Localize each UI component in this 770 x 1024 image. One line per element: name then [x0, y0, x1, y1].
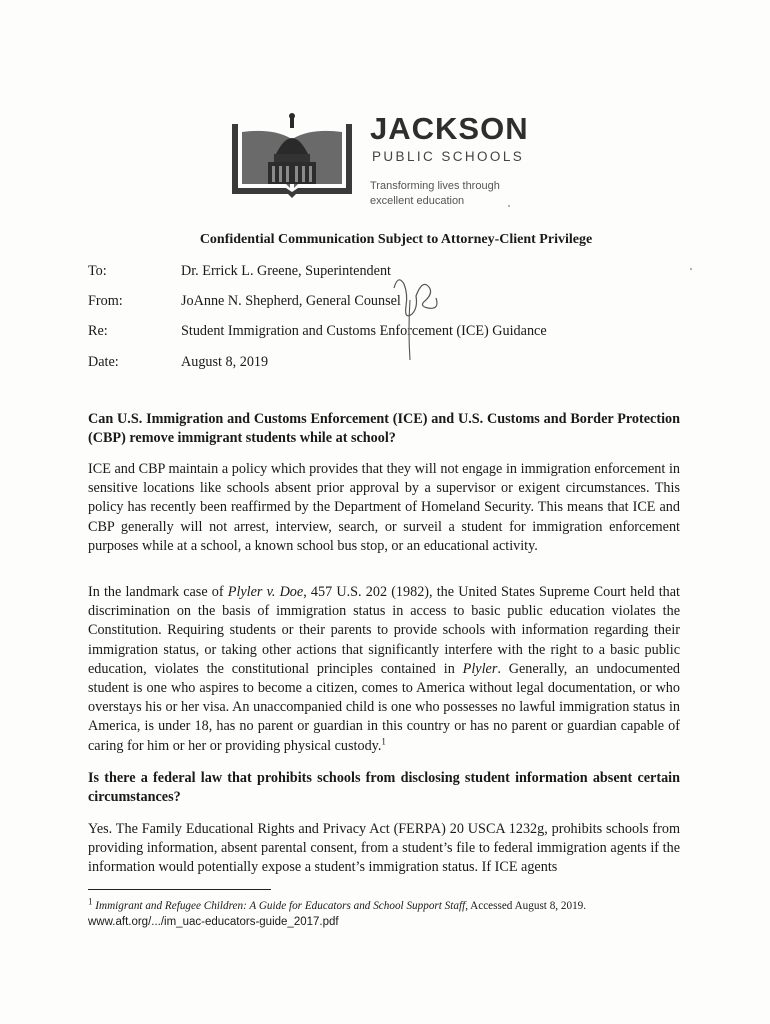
- paragraph-1: ICE and CBP maintain a policy which provides that they will not engage in immigration enforcement in sensitive locations like schools absent prior approval by a supervisor or exigent circumstances. This policy has recently been reaffirmed by the Department of Homeland Security. This means that ICE and CBP generally will not arrest, interview, search, or surveil a student for immigration enforcement purposes while at a school, a known school bus stop, or an educational activity.: [88, 461, 680, 554]
- footnote-url: www.aft.org/.../im_uac-educators-guide_2017.pdf: [88, 916, 339, 928]
- footnote-accessed: , Accessed August 8, 2019.: [465, 900, 587, 912]
- capitol-open-book-icon: [228, 108, 358, 200]
- tagline-line-2: excellent education: [370, 195, 465, 207]
- privilege-notice: Confidential Communication Subject to Attorney-Client Privilege: [199, 232, 593, 247]
- date-label: Date:: [88, 354, 119, 370]
- paragraph-2: [88, 583, 680, 756]
- to-label: To:: [88, 263, 107, 279]
- from-value: JoAnne N. Shepherd, General Counsel: [181, 293, 401, 309]
- question-1: Can U.S. Immigration and Customs Enforcement (ICE) and U.S. Customs and Border Protection (CBP) remove immigrant students while at school?: [88, 411, 680, 447]
- footnote: [88, 898, 688, 930]
- from-label: From:: [88, 293, 123, 309]
- scan-speck: [690, 268, 692, 270]
- p2-mid: , 457 U.S. 202 (1982), the United States Supreme Court held that discrimination on the basis of immigration status in access to basic public education violates the Constitution. Requiring students or their parents to provide schools with information regarding their immigration status, or taking other actions that significantly interfere with the right to a basic public education, violates the constitutional principles contained in: [88, 584, 680, 677]
- p2-rest: . Generally, an undocumented student is one who aspires to become a citizen, comes to America without legal documentation, or who overstays his or her visa. An unaccompanied child is one who possesses no lawful immigration status in America, is under 18, has no parent or guardian in this country or has no parent or guardian capable of caring for him or her or providing physical custody.: [88, 660, 680, 754]
- footnote-ref: 1: [381, 735, 386, 746]
- footnote-divider: [88, 889, 271, 890]
- letterhead: [228, 108, 548, 208]
- org-name: JACKSON: [370, 111, 529, 146]
- case-short: Plyler: [462, 660, 498, 677]
- scan-speck: [508, 205, 510, 207]
- org-tagline: [370, 179, 540, 209]
- to-value: Dr. Errick L. Greene, Superintendent: [181, 263, 391, 279]
- footnote-marker: 1: [88, 896, 93, 907]
- paragraph-3: Yes. The Family Educational Rights and Privacy Act (FERPA) 20 USCA 1232g, prohibits schools from providing information, absent parental consent, from a student’s file to federal immigration agents if the information would potentially expose a student’s immigration status. If ICE agents: [88, 821, 680, 876]
- question-2: Is there a federal law that prohibits schools from disclosing student information absent certain circumstances?: [88, 770, 680, 806]
- case-citation: Plyler v. Doe: [227, 584, 304, 600]
- footnote-title: Immigrant and Refugee Children: A Guide for Educators and School Support Staff: [95, 900, 466, 912]
- re-value: Student Immigration and Customs Enforcement (ICE) Guidance: [181, 323, 547, 339]
- org-subtitle: PUBLIC SCHOOLS: [372, 149, 525, 164]
- tagline-line-1: Transforming lives through: [370, 180, 500, 192]
- handwritten-initials: [388, 270, 448, 370]
- p2-intro: In the landmark case of: [88, 584, 228, 600]
- date-value: August 8, 2019: [181, 354, 269, 370]
- re-label: Re:: [88, 323, 108, 339]
